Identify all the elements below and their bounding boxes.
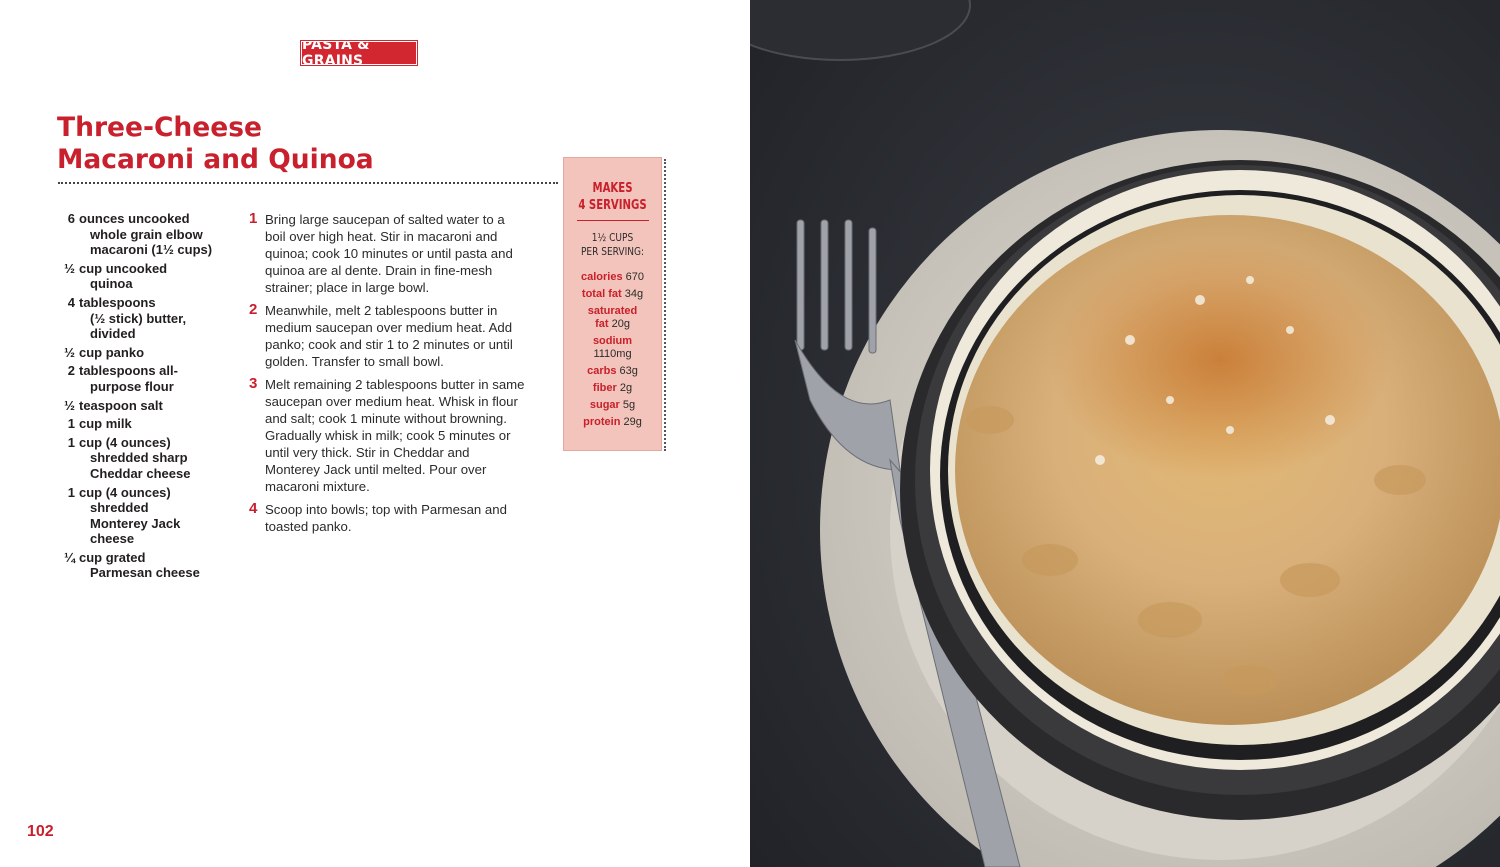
ingredient-text: cup (4 ounces): [79, 434, 171, 450]
direction-step: [248, 376, 526, 495]
nutrition-value: 20g: [611, 318, 630, 330]
ingredient-text: whole grain elbow: [90, 226, 203, 242]
step-number: 3: [249, 375, 258, 392]
nutrition-value: 34g: [624, 288, 644, 300]
ingredient-text: Parmesan cheese: [90, 565, 200, 581]
ingredient-item: [60, 416, 235, 432]
ingredient-item: [60, 295, 235, 342]
step-text: Melt remaining 2 tablespoons butter in same saucepan over medium heat. Whisk in flour and salt; cook 1 minute without browning. Gradually whisk in milk; cook 5 minutes or until very thick. Stir in Cheddar and Monterey Jack until melted. Pour over macaroni mixture.: [265, 377, 525, 494]
step-text: Scoop into bowls; top with Parmesan and toasted panko.: [265, 502, 507, 534]
serving-size-line1: 1½ CUPS: [591, 231, 634, 244]
recipe-title-line1: Three-Cheese: [57, 112, 262, 143]
ingredient-text: Monterey Jack: [90, 515, 181, 531]
ingredient-item: [60, 398, 235, 414]
direction-step: [248, 501, 526, 535]
nutrition-value: 1110mg: [593, 348, 632, 360]
ingredient-text: cup (4 ounces): [79, 484, 171, 500]
ingredient-text: shredded: [90, 500, 149, 516]
ingredient-qty: 1: [67, 484, 75, 500]
servings-heading-line1: MAKES: [592, 181, 633, 196]
servings-heading-line2: 4 SERVINGS: [578, 198, 647, 213]
ingredient-item: [60, 485, 235, 547]
ingredient-text: cup uncooked: [79, 260, 168, 276]
nutrition-fact: [564, 271, 661, 284]
ingredient-text: quinoa: [90, 276, 133, 292]
mac-and-cheese-bowl-photo: [750, 0, 1500, 867]
step-number: 2: [249, 301, 258, 318]
nutrition-label: fiber: [592, 382, 617, 394]
nutrition-fact: [564, 305, 661, 331]
nutrition-value: 2g: [619, 382, 633, 394]
page-number: 102: [27, 823, 54, 840]
ingredient-qty: 1: [67, 434, 75, 450]
servings-heading: [575, 180, 651, 214]
nutrition-panel: [563, 157, 662, 451]
nutrition-label: carbs: [587, 365, 617, 377]
section-tab: PASTA & GRAINS: [301, 41, 417, 65]
ingredient-text: teaspoon salt: [79, 397, 163, 413]
ingredient-qty: 4: [67, 294, 75, 310]
ingredient-qty: 1: [67, 416, 75, 432]
nutrition-fact: [564, 399, 661, 412]
nutrition-fact: [564, 335, 661, 361]
step-text: Meanwhile, melt 2 tablespoons butter in medium saucepan over medium heat. Add panko; cook and stir 1 to 2 minutes or until golden. Transfer to small bowl.: [265, 303, 513, 369]
nutrition-fact: [564, 365, 661, 378]
nutrition-label: sugar: [589, 399, 620, 411]
step-number: 1: [249, 210, 258, 227]
serving-size-line2: PER SERVING:: [580, 245, 645, 258]
ingredient-item: [60, 345, 235, 361]
ingredient-item: [60, 261, 235, 292]
ingredient-text: cheese: [90, 531, 135, 547]
nutrition-fact: [564, 382, 661, 395]
recipe-title: [57, 112, 374, 176]
ingredient-text: tablespoons: [79, 294, 156, 310]
direction-step: [248, 302, 526, 370]
nutrition-label: protein: [583, 416, 621, 428]
nutrition-value: 29g: [623, 416, 642, 428]
nutrition-value: 5g: [622, 399, 636, 411]
ingredient-text: shredded sharp: [90, 450, 188, 466]
nutrition-label: saturated fat: [587, 305, 638, 330]
nutrition-label: total fat: [581, 288, 622, 300]
ingredient-text: purpose flour: [90, 378, 174, 394]
ingredient-qty: ½: [64, 260, 75, 276]
direction-step: [248, 211, 526, 296]
ingredient-qty: ½: [64, 344, 75, 360]
ingredient-qty: ½: [64, 397, 75, 413]
ingredient-text: (½ stick) butter,: [90, 310, 187, 326]
title-divider: [58, 182, 558, 184]
ingredient-text: cup panko: [79, 344, 145, 360]
ingredient-text: divided: [90, 326, 136, 342]
ingredient-item: [60, 550, 235, 581]
ingredient-text: cup grated: [79, 549, 146, 565]
recipe-title-line2: Macaroni and Quinoa: [57, 144, 374, 175]
serving-size: [573, 231, 653, 259]
nutrition-label: sodium: [592, 335, 633, 347]
ingredient-qty: 2: [67, 363, 75, 379]
ingredient-text: Cheddar cheese: [90, 465, 191, 481]
nutrition-value: 63g: [619, 365, 638, 377]
nutrition-label: calories: [580, 271, 623, 283]
ingredients-list: [60, 211, 235, 584]
ingredient-text: cup milk: [79, 416, 132, 432]
nutrition-divider: [577, 220, 649, 221]
ingredient-qty: ¼: [64, 549, 75, 565]
step-number: 4: [249, 500, 258, 517]
ingredient-text: tablespoons all-: [79, 363, 178, 379]
ingredient-item: [60, 363, 235, 394]
nutrition-fact: [564, 416, 661, 429]
ingredient-text: macaroni (1½ cups): [90, 242, 213, 258]
ingredient-item: [60, 211, 235, 258]
nutrition-value: 670: [625, 271, 644, 283]
ingredient-text: ounces uncooked: [79, 211, 190, 226]
nutrition-fact: [564, 288, 661, 301]
nutrition-dotted-edge: [664, 159, 666, 451]
step-text: Bring large saucepan of salted water to a boil over high heat. Stir in macaroni and quinoa; cook 10 minutes or until pasta and quinoa are al dente. Drain in fine-mesh strainer; place in large bowl.: [265, 212, 513, 295]
ingredient-item: [60, 435, 235, 482]
directions-list: [248, 211, 526, 541]
ingredient-qty: 6: [67, 211, 75, 226]
